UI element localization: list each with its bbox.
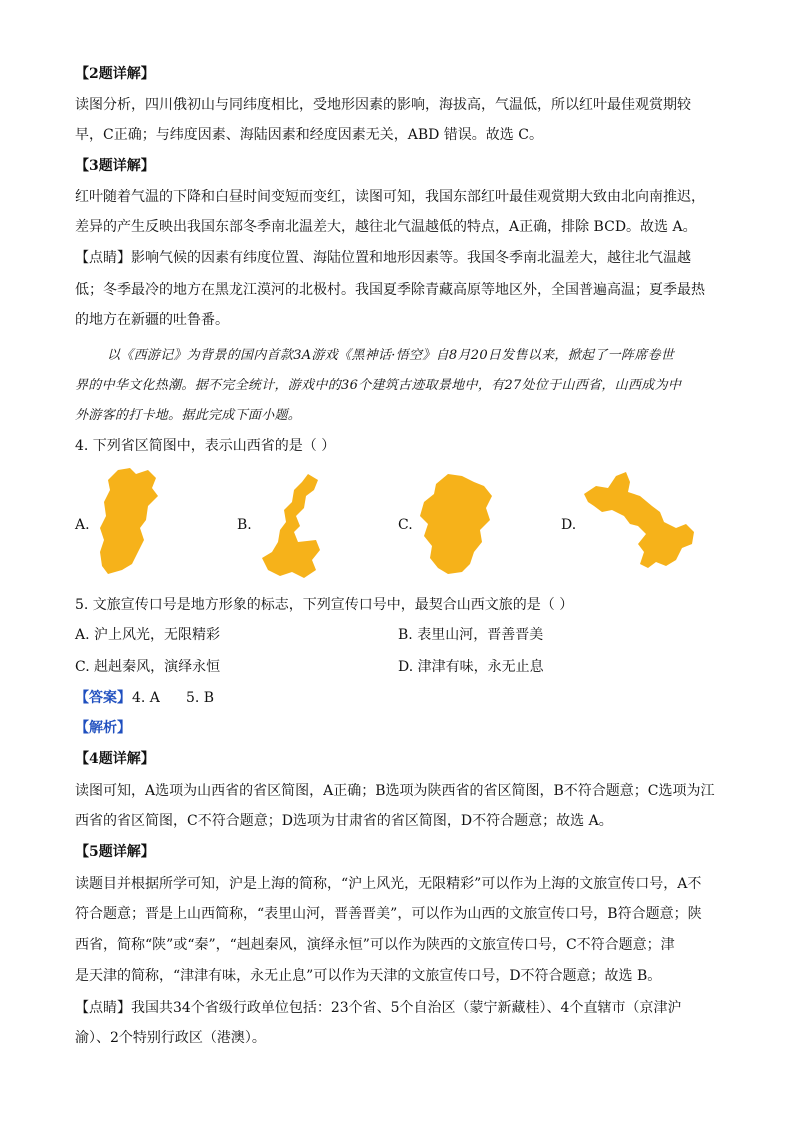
shaanxi-map-icon	[258, 472, 324, 580]
q5d-line-4: 是天津的简称，“津津有味，永无止息”可以作为天津的文旅宣传口号，D不符合题意；故选 B。	[75, 968, 662, 984]
q5-option-d: D. 津津有味，永无止息	[398, 659, 544, 675]
q5-option-c: C. 赳赳秦风，演绎永恒	[75, 659, 221, 675]
q4-option-b-label: B.	[237, 517, 252, 533]
note1-line-3: 的地方在新疆的吐鲁番。	[75, 312, 229, 328]
q4d-heading: 【4题详解】	[75, 751, 155, 767]
story-line-3: 外游客的打卡地。据此完成下面小题。	[75, 408, 302, 423]
answer-label: 【答案】	[75, 690, 131, 706]
q3-line-1: 红叶随着气温的下降和白昼时间变短而变红，读图可知，我国东部红叶最佳观赏期大致由北向南推迟，	[75, 189, 705, 205]
q5-option-a: A. 沪上风光，无限精彩	[75, 627, 221, 643]
answer-q5: 5. B	[186, 690, 215, 706]
q3-line-2: 差异的产生反映出我国东部冬季南北温差大，越往北气温越低的特点，A正确，排除 BCD。故选 A。	[75, 219, 697, 235]
q5d-line-2: 符合题意；晋是上山西简称，“表里山河，晋善晋美”，可以作为山西的文旅宣传口号，B符合题意；陕	[75, 906, 702, 922]
q4d-line-2: 西省的省区简图，C不符合题意；D选项为甘肃省的省区简图，D不符合题意；故选 A。	[75, 813, 613, 829]
q3-heading: 【3题详解】	[75, 158, 155, 174]
q5-stem: 5. 文旅宣传口号是地方形象的标志，下列宣传口号中，最契合山西文旅的是（ ）	[75, 597, 574, 613]
q5-option-b: B. 表里山河，晋善晋美	[398, 627, 544, 643]
shanxi-map-icon	[96, 466, 162, 576]
analysis-label: 【解析】	[75, 720, 131, 736]
q5d-line-1: 读题目并根据所学可知，沪是上海的简称，“沪上风光，无限精彩”可以作为上海的文旅宣传口号，A不	[75, 876, 702, 892]
q4-stem: 4. 下列省区简图中，表示山西省的是（ ）	[75, 438, 336, 454]
q2-line-1: 读图分析，四川俄初山与同纬度相比，受地形因素的影响，海拔高，气温低，所以红叶最佳观赏期较	[75, 97, 691, 113]
q4-option-c-label: C.	[398, 517, 413, 533]
q5d-heading: 【5题详解】	[75, 844, 155, 860]
q2-heading: 【2题详解】	[75, 66, 155, 82]
answer-q4: 4. A	[132, 690, 160, 706]
q4d-line-1: 读图可知，A选项为山西省的省区简图，A正确；B选项为陕西省的省区简图，B不符合题意；C选项为江	[75, 783, 715, 799]
jiangxi-map-icon	[418, 472, 496, 576]
gansu-map-icon	[582, 468, 700, 572]
note1-line-1: 【点睛】影响气候的因素有纬度位置、海陆位置和地形因素等。我国冬季南北温差大，越往北气温越	[75, 250, 691, 266]
story-line-2: 界的中华文化热潮。据不完全统计，游戏中的36个建筑古迹取景地中，有27处位于山西省，山西成为中	[75, 378, 682, 393]
story-line-1: 以《西游记》为背景的国内首款3A游戏《黑神话·悟空》自8月20日发售以来，掀起了一阵席卷世	[107, 348, 675, 363]
q4-option-a-label: A.	[75, 517, 90, 533]
q2-line-2: 早，C正确；与纬度因素、海陆因素和经度因素无关，ABD 错误。故选 C。	[75, 127, 543, 143]
q4-option-d-label: D.	[561, 517, 577, 533]
note2-line-1: 【点睛】我国共34个省级行政单位包括：23个省、5个自治区（蒙宁新藏桂）、4个直辖市（京津沪	[75, 1000, 682, 1016]
note2-line-2: 渝）、2个特别行政区（港澳）。	[75, 1030, 266, 1046]
q5d-line-3: 西省，简称“陕”或“秦”，“赳赳秦风，演绎永恒”可以作为陕西的文旅宣传口号，C不符合题意；津	[75, 937, 675, 953]
note1-line-2: 低；冬季最冷的地方在黑龙江漠河的北极村。我国夏季除青藏高原等地区外，全国普遍高温；夏季最热	[75, 282, 705, 298]
